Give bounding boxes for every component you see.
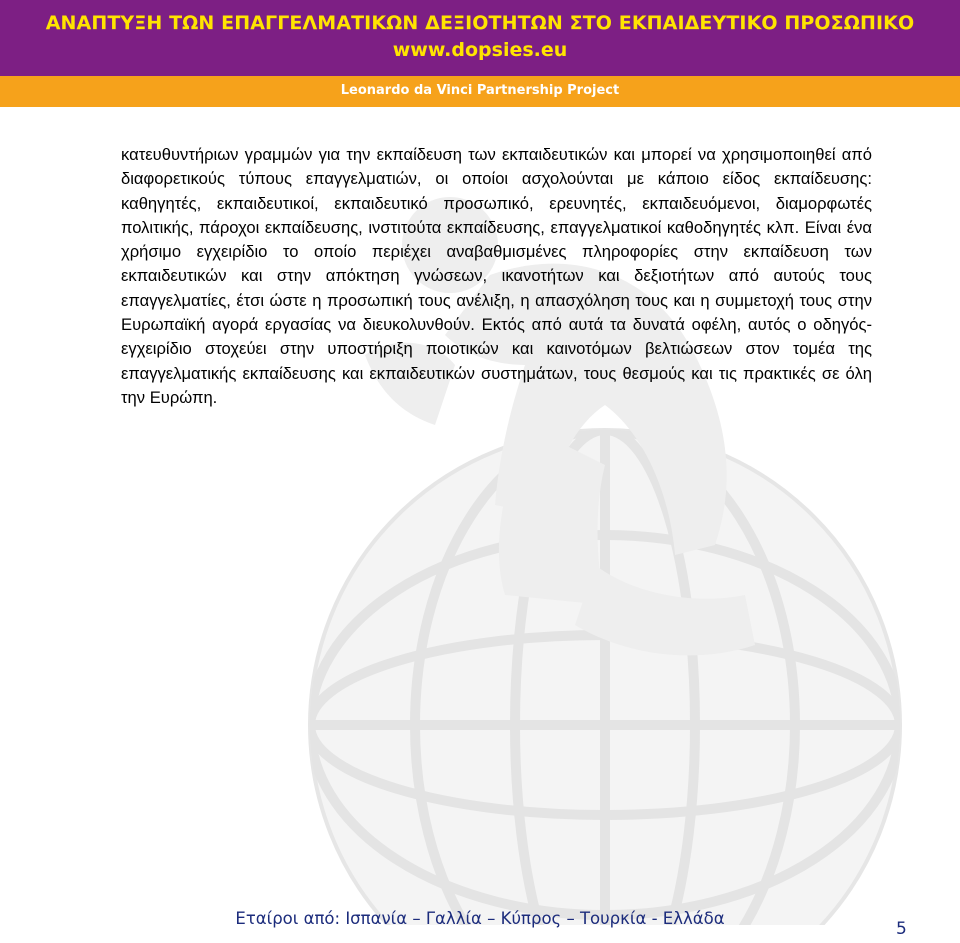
body-paragraph: κατευθυντήριων γραμμών για την εκπαίδευση των εκπαιδευτικών και μπορεί να χρησιμοποιηθεί από διαφορετικούς τύπους επαγγελματιών, οι οποίοι ασχολούνται με κάποιο είδος εκπαίδευσης: καθηγητές, εκπαιδευτικοί, εκπαιδευτικό προσωπικό, ερευνητές, εκπαιδευόμενοι, διαμορφωτές πολιτικής, πάροχοι εκπαίδευσης, ινστιτούτα εκπαίδευσης, επαγγελματικοί καθοδηγητές κλπ. Είναι ένα χρήσιμο εγχειρίδιο το οποίο περιέχει αναβαθμισμένες πληροφορίες στην εκπαίδευση των εκπαιδευτικών και στην απόκτηση γνώσεων, ικανοτήτων και δεξιοτήτων από αυτούς τους επαγγελματίες, έτσι ώστε η προσωπική τους ανέλιξη, η απασχόληση τους και η συμμετοχή τους στην Ευρωπαϊκή αγορά εργασίας να διευκολυνθούν. Εκτός από αυτά τα δυνατά οφέλη, αυτός ο οδηγός-εγχειρίδιο στοχεύει στην υποστήριξη ποιοτικών και καινοτόμων βελτιώσεων στον τομέα της επαγγελματικής εκπαίδευσης και εκπαιδευτικών συστημάτων, τους θεσμούς και τις πρακτικές σε όλη την Ευρώπη. <box>121 145 872 407</box>
footer-partners: Εταίροι από: Ισπανία – Γαλλία – Κύπρος – Τουρκία - Ελλάδα <box>235 909 725 928</box>
subheader-title: Leonardo da Vinci Partnership Project <box>340 83 620 98</box>
page-number: 5 <box>896 919 907 939</box>
header-url[interactable]: www.dopsies.eu <box>392 39 568 61</box>
header-title: ΑΝΑΠΤΥΞΗ ΤΩΝ ΕΠΑΓΓΕΛΜΑΤΙΚΩΝ ΔΕΞΙΟΤΗΤΩΝ ΣΤΟ ΕΚΠΑΙΔΕΥΤΙΚΟ ΠΡΟΣΩΠΙΚΟ <box>45 12 915 34</box>
